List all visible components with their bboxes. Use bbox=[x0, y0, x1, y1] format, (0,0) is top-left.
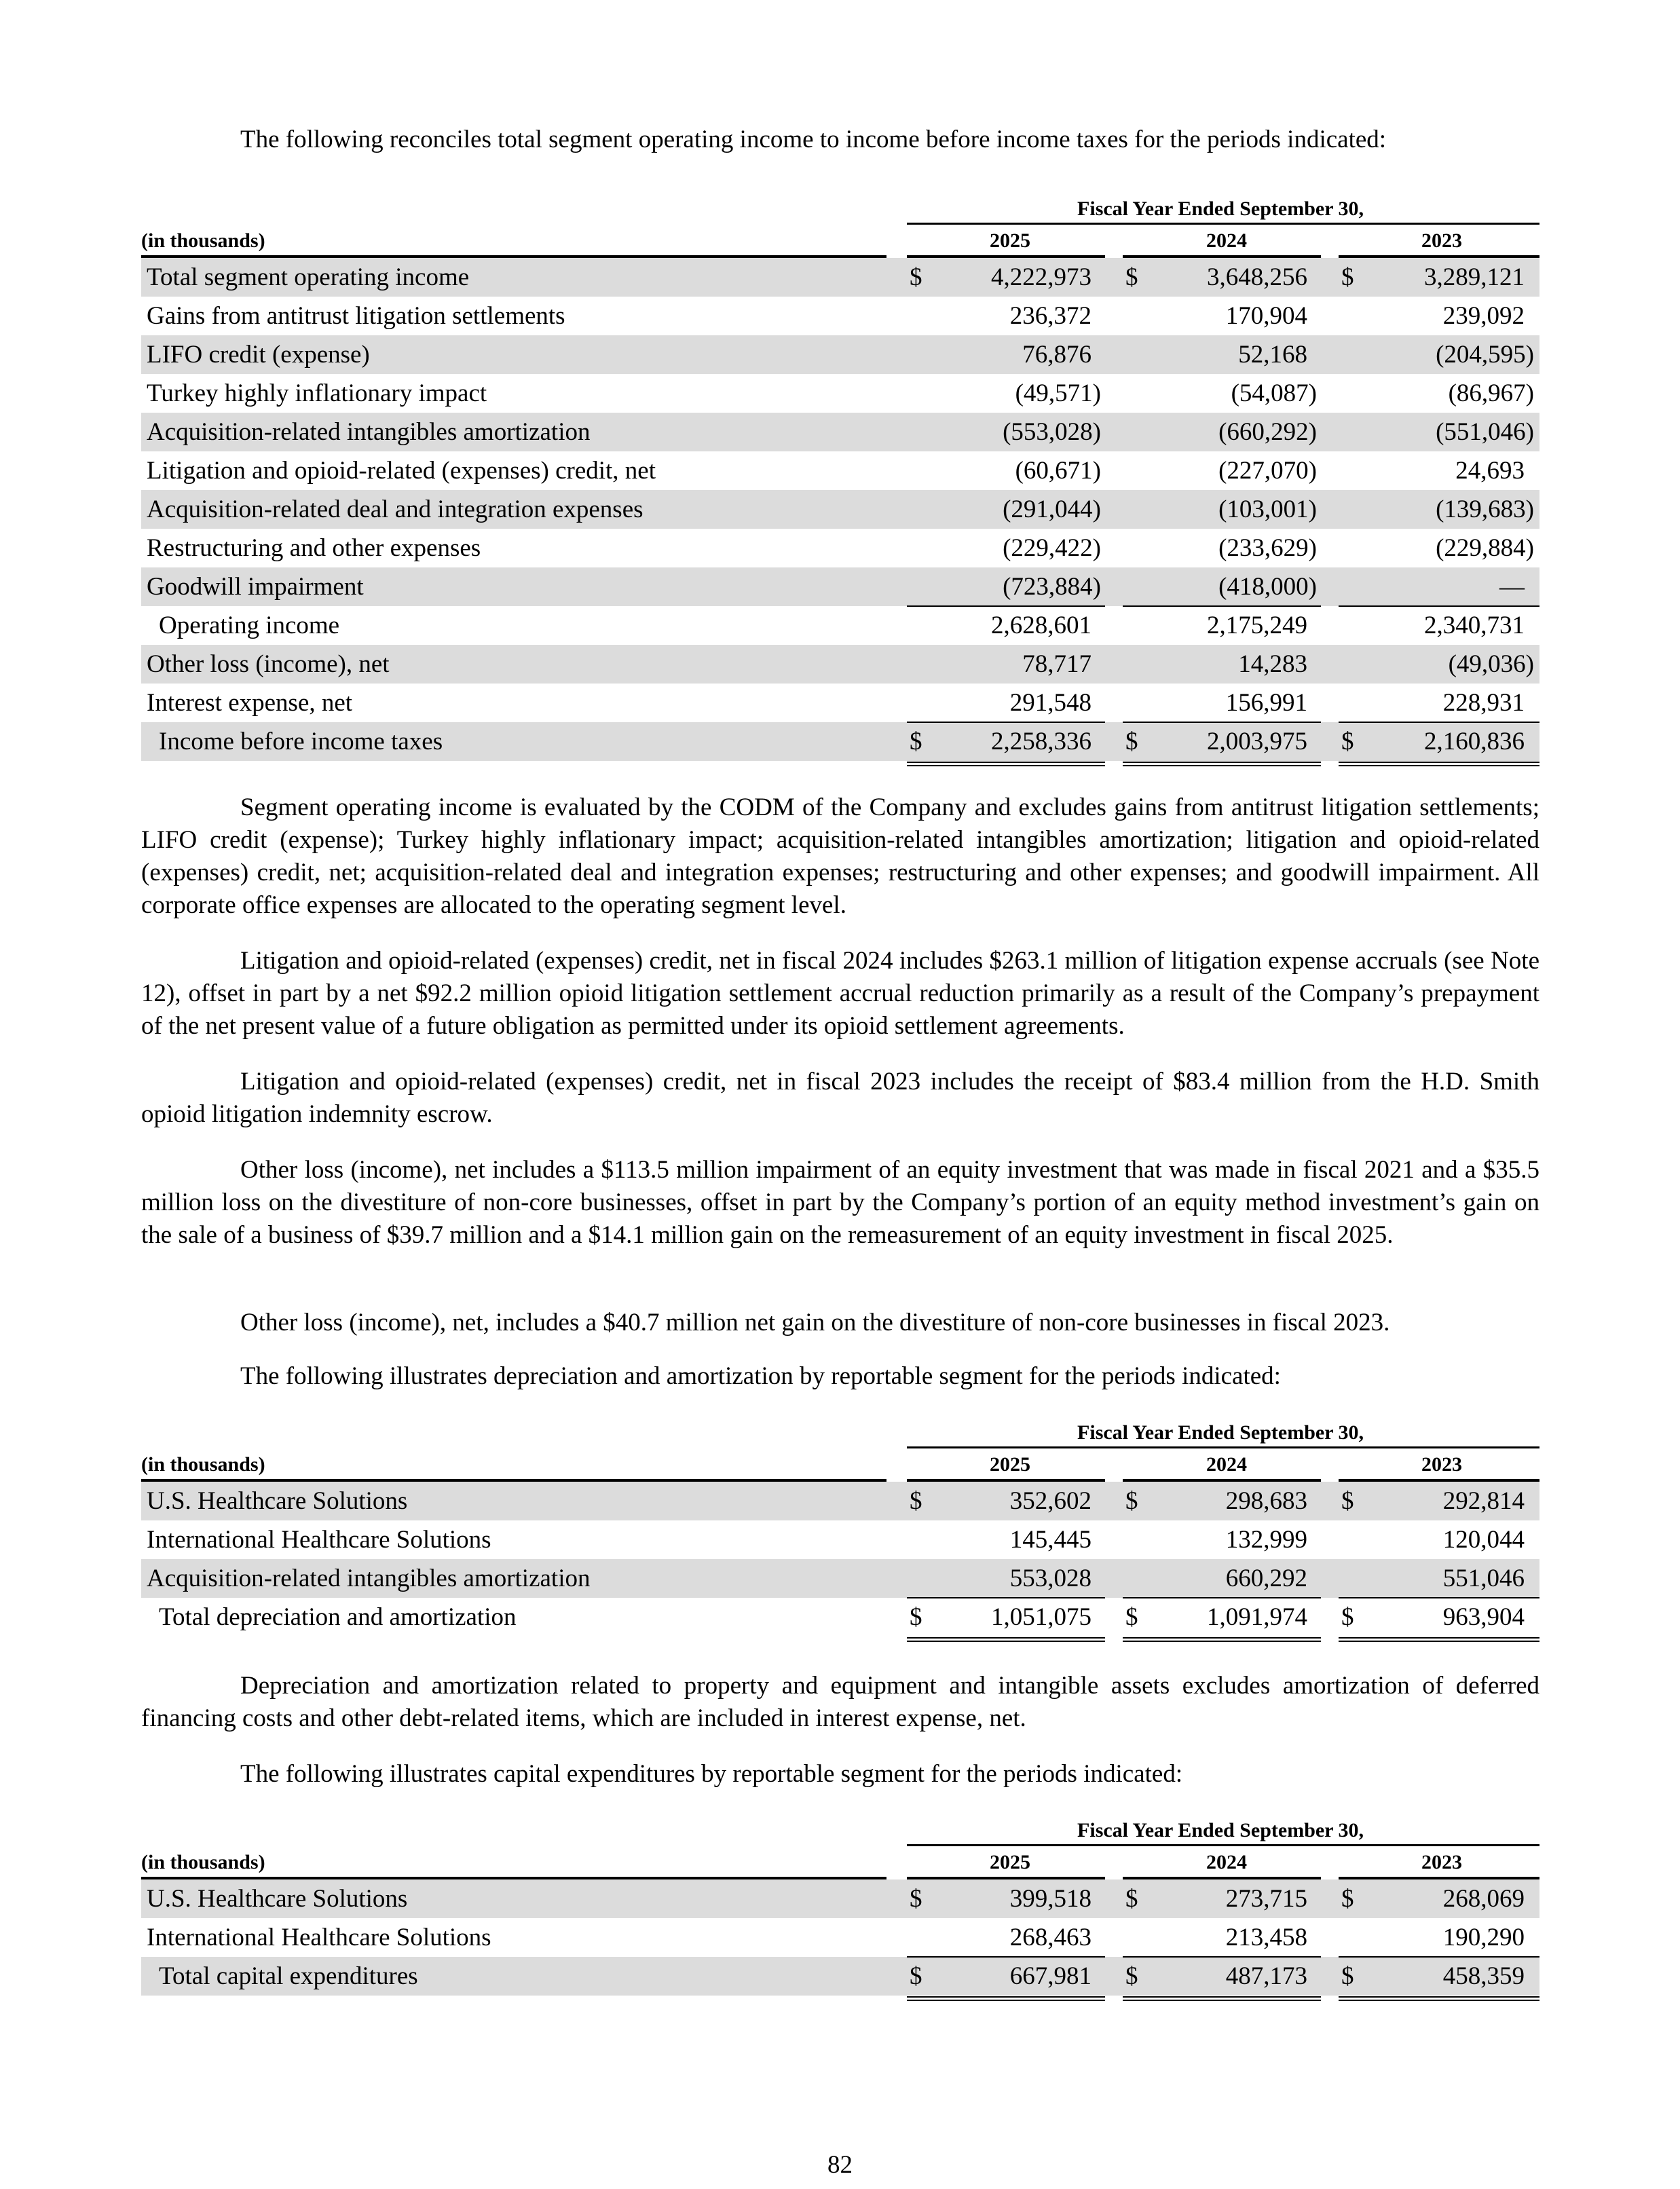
cell-value: 660,292 bbox=[1225, 1565, 1307, 1592]
cell-value: 1,051,075 bbox=[991, 1603, 1091, 1631]
year-header: 2023 bbox=[1421, 1851, 1462, 1873]
table-row bbox=[141, 1559, 1539, 1598]
cell-value: 2,003,975 bbox=[1207, 728, 1307, 755]
cell-value: (229,422) bbox=[1003, 534, 1101, 562]
unit-label: (in thousands) bbox=[141, 1453, 265, 1476]
paragraph: Segment operating income is evaluated by the CODM of the Company and excludes gains from antitrust litigation settlements; LIFO credit (expense); Turkey highly inflationary impact; acquisition-related intangibles amortization; litigation and opioid-related (expenses) credit, net; acquisition-related deal and integration expenses; restructuring and other expenses; and goodwill impairment. All corporate office expenses are allocated to the operating segment level. bbox=[141, 793, 1539, 919]
row-label: Acquisition-related intangibles amortization bbox=[147, 418, 591, 446]
table-row bbox=[141, 1879, 1539, 1918]
table-row bbox=[141, 413, 1539, 451]
table-row bbox=[141, 645, 1539, 684]
fiscal-year-header: Fiscal Year Ended September 30, bbox=[1077, 1421, 1364, 1444]
cell-value: (54,087) bbox=[1231, 379, 1317, 407]
cell-value: 2,628,601 bbox=[991, 612, 1091, 639]
paragraph: Litigation and opioid-related (expenses) credit, net in fiscal 2023 includes the receipt of $83.4 million from the H.D. Smith opioid litigation indemnity escrow. bbox=[141, 1068, 1539, 1128]
table-row bbox=[141, 1520, 1539, 1559]
table-row bbox=[141, 1957, 1539, 1996]
year-header: 2024 bbox=[1206, 1851, 1247, 1873]
cell-value: 458,359 bbox=[1442, 1962, 1525, 1990]
year-header: 2025 bbox=[990, 1453, 1030, 1476]
cell-value: 1,091,974 bbox=[1207, 1603, 1307, 1631]
currency-symbol: $ bbox=[1341, 1885, 1354, 1913]
cell-value: (49,036) bbox=[1448, 650, 1534, 678]
row-label: U.S. Healthcare Solutions bbox=[147, 1885, 408, 1913]
cell-value: 292,814 bbox=[1442, 1487, 1525, 1515]
currency-symbol: $ bbox=[910, 1962, 922, 1990]
cell-value: 667,981 bbox=[1009, 1962, 1091, 1990]
cell-value: 145,445 bbox=[1009, 1526, 1091, 1554]
fiscal-year-header: Fiscal Year Ended September 30, bbox=[1077, 1819, 1364, 1841]
cell-value: 52,168 bbox=[1238, 341, 1307, 369]
currency-symbol: $ bbox=[1125, 1962, 1138, 1990]
row-label: U.S. Healthcare Solutions bbox=[147, 1487, 408, 1515]
table-row bbox=[141, 1482, 1539, 1520]
cell-value: (60,671) bbox=[1015, 457, 1101, 485]
cell-value: 120,044 bbox=[1442, 1526, 1525, 1554]
row-label: Acquisition-related intangibles amortization bbox=[147, 1565, 591, 1592]
cell-value: 78,717 bbox=[1022, 650, 1091, 678]
table-row bbox=[141, 490, 1539, 529]
cell-value: 551,046 bbox=[1442, 1565, 1525, 1592]
cell-value: 268,069 bbox=[1442, 1885, 1525, 1913]
cell-value: 190,290 bbox=[1442, 1924, 1525, 1951]
row-label: Operating income bbox=[159, 612, 340, 639]
cell-value: 213,458 bbox=[1225, 1924, 1307, 1951]
cell-value: (723,884) bbox=[1003, 573, 1101, 601]
cell-value: 156,991 bbox=[1225, 689, 1307, 717]
cell-value: 352,602 bbox=[1009, 1487, 1091, 1515]
row-label: Interest expense, net bbox=[147, 689, 353, 717]
row-label: Turkey highly inflationary impact bbox=[147, 379, 487, 407]
cell-value: 24,693 bbox=[1455, 457, 1525, 485]
row-label: Total segment operating income bbox=[147, 263, 470, 291]
currency-symbol: $ bbox=[1125, 728, 1138, 755]
table-row bbox=[141, 722, 1539, 761]
currency-symbol: $ bbox=[1341, 263, 1354, 291]
cell-value: 2,340,731 bbox=[1424, 612, 1525, 639]
currency-symbol: $ bbox=[1341, 1603, 1354, 1631]
cell-value: (204,595) bbox=[1436, 341, 1534, 369]
table-row bbox=[141, 1918, 1539, 1957]
currency-symbol: $ bbox=[1341, 1962, 1354, 1990]
cell-value: 236,372 bbox=[1009, 302, 1091, 330]
unit-label: (in thousands) bbox=[141, 229, 265, 252]
cell-value: 963,904 bbox=[1442, 1603, 1525, 1631]
currency-symbol: $ bbox=[1341, 1487, 1354, 1515]
cell-value: (86,967) bbox=[1448, 379, 1534, 407]
cell-value: (551,046) bbox=[1436, 418, 1534, 446]
currency-symbol: $ bbox=[910, 1487, 922, 1515]
row-label: International Healthcare Solutions bbox=[147, 1924, 491, 1951]
table-row bbox=[141, 529, 1539, 567]
cell-value: (229,884) bbox=[1436, 534, 1534, 562]
cell-value: — bbox=[1499, 573, 1525, 601]
row-label: Litigation and opioid-related (expenses) credit, net bbox=[147, 457, 656, 485]
cell-value: 76,876 bbox=[1022, 341, 1091, 369]
cell-value: 170,904 bbox=[1225, 302, 1307, 330]
row-label: Goodwill impairment bbox=[147, 573, 364, 601]
intro-paragraph: The following illustrates depreciation and amortization by reportable segment for the periods indicated: bbox=[240, 1362, 1281, 1390]
cell-value: 239,092 bbox=[1442, 302, 1525, 330]
row-label: International Healthcare Solutions bbox=[147, 1526, 491, 1554]
paragraph: Depreciation and amortization related to property and equipment and intangible assets excludes amortization of deferred financing costs and other debt-related items, which are included in interest expense, net. bbox=[141, 1672, 1539, 1732]
paragraph: Litigation and opioid-related (expenses) credit, net in fiscal 2024 includes $263.1 million of litigation expense accruals (see Note 12), offset in part by a net $92.2 million opioid litigation settlement accrual reduction primarily as a result of the Company’s prepayment of the net present value of a future obligation as permitted under its opioid settlement agreements. bbox=[141, 947, 1539, 1040]
page-number: 82 bbox=[827, 2151, 853, 2179]
row-label: LIFO credit (expense) bbox=[147, 341, 370, 369]
cell-value: (227,070) bbox=[1218, 457, 1317, 485]
cell-value: (291,044) bbox=[1003, 495, 1101, 523]
unit-label: (in thousands) bbox=[141, 1851, 265, 1873]
currency-symbol: $ bbox=[1125, 1603, 1138, 1631]
cell-value: 2,175,249 bbox=[1207, 612, 1307, 639]
cell-value: 2,160,836 bbox=[1424, 728, 1525, 755]
table-row bbox=[141, 567, 1539, 606]
cell-value: 3,648,256 bbox=[1207, 263, 1307, 291]
paragraph: Other loss (income), net, includes a $40.7 million net gain on the divestiture of non-core businesses in fiscal 2023. bbox=[240, 1309, 1390, 1336]
currency-symbol: $ bbox=[1125, 1885, 1138, 1913]
cell-value: 399,518 bbox=[1009, 1885, 1091, 1913]
cell-value: (553,028) bbox=[1003, 418, 1101, 446]
currency-symbol: $ bbox=[1125, 263, 1138, 291]
table-row bbox=[141, 451, 1539, 490]
cell-value: 273,715 bbox=[1225, 1885, 1307, 1913]
cell-value: 487,173 bbox=[1225, 1962, 1307, 1990]
cell-value: 3,289,121 bbox=[1424, 263, 1525, 291]
cell-value: (103,001) bbox=[1218, 495, 1317, 523]
year-header: 2024 bbox=[1206, 1453, 1247, 1476]
row-label: Gains from antitrust litigation settlements bbox=[147, 302, 565, 330]
cell-value: 298,683 bbox=[1225, 1487, 1307, 1515]
currency-symbol: $ bbox=[910, 1885, 922, 1913]
row-label: Income before income taxes bbox=[159, 728, 443, 755]
intro-paragraph: The following reconciles total segment operating income to income before income taxes for the periods indicated: bbox=[240, 126, 1387, 153]
row-label: Total depreciation and amortization bbox=[159, 1603, 517, 1631]
year-header: 2023 bbox=[1421, 1453, 1462, 1476]
table-row bbox=[141, 335, 1539, 374]
currency-symbol: $ bbox=[910, 728, 922, 755]
row-label: Acquisition-related deal and integration expenses bbox=[147, 495, 643, 523]
year-header: 2025 bbox=[990, 229, 1030, 252]
cell-value: 14,283 bbox=[1238, 650, 1307, 678]
table-row bbox=[141, 297, 1539, 335]
cell-value: (139,683) bbox=[1436, 495, 1534, 523]
currency-symbol: $ bbox=[910, 1603, 922, 1631]
year-header: 2024 bbox=[1206, 229, 1247, 252]
table-row bbox=[141, 1598, 1539, 1636]
fiscal-year-header: Fiscal Year Ended September 30, bbox=[1077, 198, 1364, 220]
table-row bbox=[141, 606, 1539, 645]
cell-value: (233,629) bbox=[1218, 534, 1317, 562]
paragraph: Other loss (income), net includes a $113.5 million impairment of an equity investment that was made in fiscal 2021 and a $35.5 million loss on the divestiture of non-core businesses, offset in part by the Company’s portion of an equity method investment’s gain on the sale of a business of $39.7 million and a $14.1 million gain on the remeasurement of an equity investment in fiscal 2025. bbox=[141, 1156, 1539, 1249]
table-row bbox=[141, 258, 1539, 297]
cell-value: 2,258,336 bbox=[991, 728, 1091, 755]
table-row bbox=[141, 684, 1539, 722]
row-label: Other loss (income), net bbox=[147, 650, 390, 678]
cell-value: 4,222,973 bbox=[991, 263, 1091, 291]
intro-paragraph: The following illustrates capital expenditures by reportable segment for the periods indicated: bbox=[240, 1760, 1183, 1788]
currency-symbol: $ bbox=[1125, 1487, 1138, 1515]
currency-symbol: $ bbox=[1341, 728, 1354, 755]
cell-value: 291,548 bbox=[1009, 689, 1091, 717]
cell-value: 228,931 bbox=[1442, 689, 1525, 717]
cell-value: (418,000) bbox=[1218, 573, 1317, 601]
cell-value: 553,028 bbox=[1009, 1565, 1091, 1592]
currency-symbol: $ bbox=[910, 263, 922, 291]
cell-value: 132,999 bbox=[1225, 1526, 1307, 1554]
year-header: 2023 bbox=[1421, 229, 1462, 252]
row-label: Total capital expenditures bbox=[159, 1962, 418, 1990]
row-label: Restructuring and other expenses bbox=[147, 534, 481, 562]
cell-value: (660,292) bbox=[1218, 418, 1317, 446]
table-row bbox=[141, 374, 1539, 413]
year-header: 2025 bbox=[990, 1851, 1030, 1873]
cell-value: (49,571) bbox=[1015, 379, 1101, 407]
cell-value: 268,463 bbox=[1009, 1924, 1091, 1951]
